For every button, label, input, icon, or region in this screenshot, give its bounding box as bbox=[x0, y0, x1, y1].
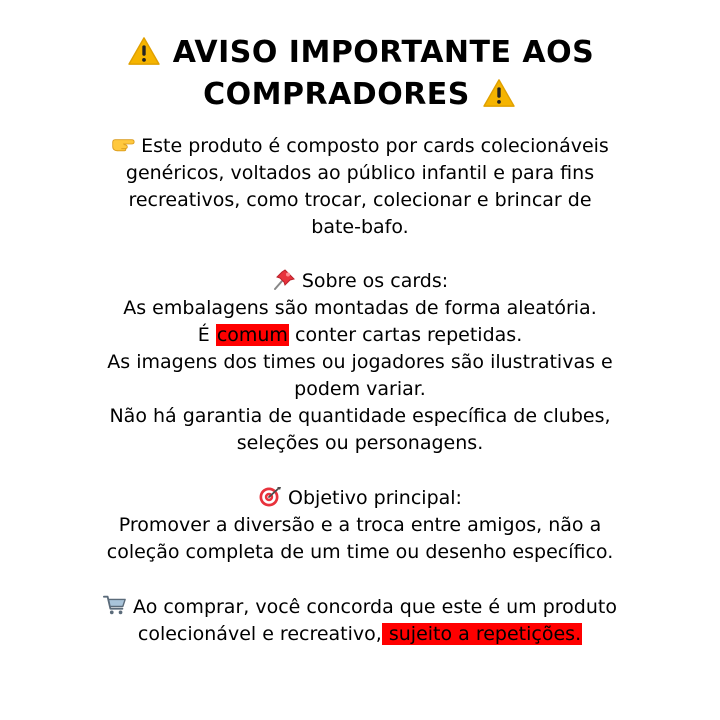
target-icon bbox=[258, 485, 282, 507]
highlight-comum: comum bbox=[216, 324, 288, 346]
purchase-line-1: Ao comprar, você concorda que este é um produto bbox=[30, 594, 690, 621]
objective-line-2: coleção completa de um time ou desenho específico. bbox=[106, 541, 614, 563]
intro-line-2: genéricos, voltados ao público infantil e para fins bbox=[125, 162, 595, 184]
warning-icon bbox=[481, 78, 517, 108]
pointing-hand-icon bbox=[111, 133, 135, 155]
cards-line-6: seleções ou personagens. bbox=[236, 432, 484, 454]
cards-line-3: As imagens dos times ou jogadores são ilustrativas e bbox=[107, 351, 613, 373]
purchase-line-2: colecionável e recreativo, sujeito a repetições. bbox=[137, 623, 582, 645]
objective-heading: Objetivo principal: bbox=[30, 485, 690, 512]
cards-line-1: As embalagens são montadas de forma aleatória. bbox=[123, 297, 597, 319]
cards-line-4: podem variar. bbox=[294, 378, 426, 400]
cards-heading: Sobre os cards: bbox=[30, 268, 690, 295]
shopping-cart-icon bbox=[103, 594, 127, 616]
highlight-sujeito-a-repeticoes: sujeito a repetições. bbox=[382, 623, 582, 645]
title-text-1: AVISO IMPORTANTE AOS bbox=[172, 35, 595, 70]
notice-title bbox=[60, 32, 660, 116]
objective-line-1: Promover a diversão e a troca entre amigos, não a bbox=[118, 514, 602, 536]
title-line-1 bbox=[60, 32, 660, 74]
title-line-2 bbox=[60, 74, 660, 116]
intro-line-4: bate-bafo. bbox=[311, 216, 409, 238]
cards-line-2: É comum conter cartas repetidas. bbox=[197, 324, 523, 346]
pushpin-icon bbox=[272, 268, 296, 290]
intro-line-3: recreativos, como trocar, colecionar e brincar de bbox=[128, 189, 592, 211]
intro-line-1: Este produto é composto por cards colecionáveis bbox=[30, 133, 690, 160]
title-text-2: COMPRADORES bbox=[203, 77, 470, 112]
cards-line-5: Não há garantia de quantidade específica de clubes, bbox=[109, 405, 611, 427]
warning-icon bbox=[126, 36, 162, 66]
